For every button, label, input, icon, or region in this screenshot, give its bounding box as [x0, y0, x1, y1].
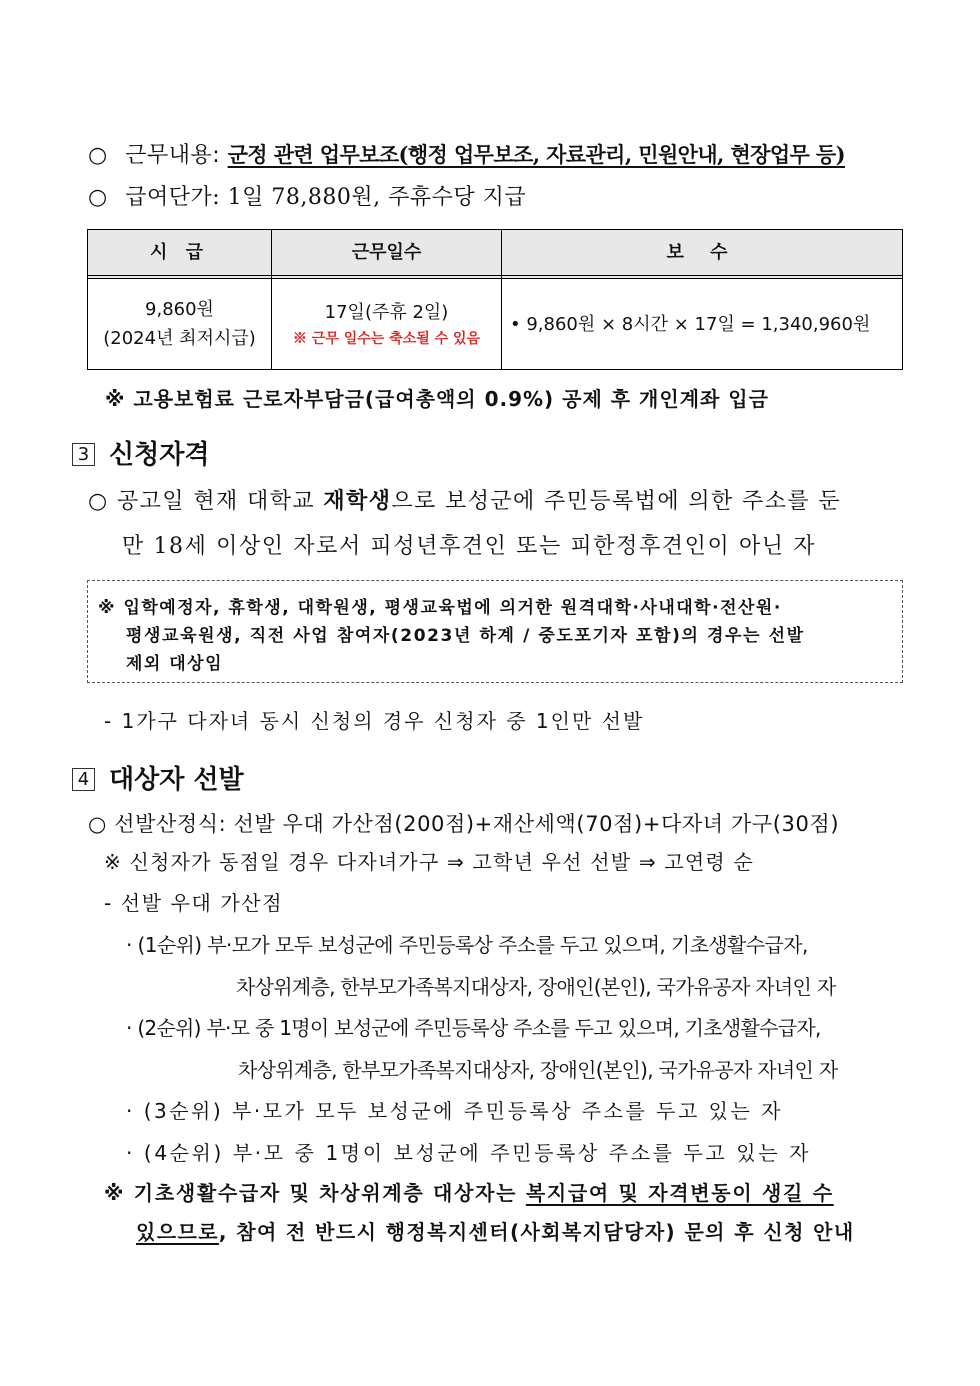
- section-3-heading: [72, 434, 209, 471]
- section-4-heading: [72, 759, 244, 796]
- cell-days: [272, 279, 501, 369]
- section-number-box: 4: [72, 768, 95, 791]
- insurance-note: ※ 고용보험료 근로자부담금(급여총액의 0.9%) 공제 후 개인계좌 입금: [105, 387, 769, 411]
- welfare-note-line-2: [136, 1216, 855, 1245]
- work-days-note: ※ 근무 일수는 축소될 수 있음: [292, 330, 481, 347]
- pay-rate-label: 급여단가:: [125, 185, 221, 210]
- eligibility-text-rest: 으로 보성군에 주민등록법에 의한 주소를 둔: [391, 489, 842, 514]
- section-4-title: 대상자 선발: [109, 765, 244, 795]
- rank-4: · (4순위) 부·모 중 1명이 보성군에 주민등록상 주소를 두고 있는 자: [126, 1141, 812, 1165]
- eligibility-line-1: [88, 484, 841, 515]
- header-pay: 보 수: [666, 242, 738, 263]
- family-note: - 1가구 다자녀 동시 신청의 경우 신청자 중 1인만 선발: [104, 709, 645, 733]
- work-days: 17일(주휴 2일): [324, 301, 449, 323]
- welfare-note-underlined-2: 있으므로: [136, 1220, 219, 1244]
- cell-hourly: [88, 279, 271, 369]
- work-content-value: 군정 관련 업무보조(행정 업무보조, 자료관리, 민원안내, 현장업무 등): [227, 142, 845, 167]
- bullet: ○: [88, 185, 108, 210]
- welfare-note-text-2: , 참여 전 반드시 행정복지센터(사회복지담당자) 문의 후 신청 안내: [218, 1220, 855, 1244]
- pay-rate-value: 1일 78,880원, 주휴수당 지급: [227, 185, 527, 210]
- exclusion-box: [87, 580, 903, 683]
- eligibility-text: ○ 공고일 현재 대학교: [88, 489, 324, 514]
- section-number-box: 3: [72, 443, 95, 466]
- hourly-rate: 9,860원: [145, 299, 214, 320]
- selection-formula: ○ 선발산정식: 선발 우대 가산점(200점)+재산세액(70점)+다자녀 가구(30점): [88, 812, 840, 836]
- work-content-line: [88, 138, 845, 169]
- pay-table: [87, 229, 903, 370]
- pay-formula: • 9,860원 × 8시간 × 17일 = 1,340,960원: [510, 313, 871, 335]
- header-days: 근무일수: [351, 242, 422, 263]
- header-hourly: 시 급: [149, 242, 210, 263]
- hourly-rate-note: (2024년 최저시급): [103, 328, 256, 349]
- work-content-label: 근무내용:: [125, 143, 221, 168]
- exclusion-line-2: 평생교육원생, 직전 사업 참여자(2023년 하계 / 중도포기자 포함)의 경우는 선발: [126, 626, 805, 646]
- tie-breaker-note: ※ 신청자가 동점일 경우 다자녀가구 ⇒ 고학년 우선 선발 ⇒ 고연령 순: [104, 850, 755, 874]
- pay-rate-line: [88, 180, 526, 211]
- rank-1-line-1: · (1순위) 부·모가 모두 보성군에 주민등록상 주소를 두고 있으며, 기초생활수급자,: [126, 933, 808, 957]
- exclusion-line-1: ※ 입학예정자, 휴학생, 대학원생, 평생교육법에 의거한 원격대학·사내대학·전산원·: [98, 598, 782, 618]
- section-3-title: 신청자격: [109, 440, 210, 470]
- cell-pay: [502, 279, 902, 369]
- welfare-note-text: ※ 기초생활수급자 및 차상위계층 대상자는: [104, 1181, 526, 1205]
- welfare-note-line-1: [104, 1177, 834, 1206]
- preference-title: - 선발 우대 가산점: [104, 891, 284, 915]
- exclusion-line-3: 제외 대상임: [126, 654, 224, 674]
- bullet: ○: [88, 143, 108, 168]
- eligibility-line-2: 만 18세 이상인 자로서 피성년후견인 또는 피한정후견인이 아닌 자: [122, 534, 817, 559]
- rank-1-line-2: 차상위계층, 한부모가족복지대상자, 장애인(본인), 국가유공자 자녀인 자: [236, 975, 836, 999]
- rank-2-line-2: 차상위계층, 한부모가족복지대상자, 장애인(본인), 국가유공자 자녀인 자: [238, 1058, 838, 1082]
- eligibility-enrolled: 재학생: [323, 488, 392, 514]
- rank-3: · (3순위) 부·모가 모두 보성군에 주민등록상 주소를 두고 있는 자: [126, 1099, 783, 1123]
- rank-2-line-1: · (2순위) 부·모 중 1명이 보성군에 주민등록상 주소를 두고 있으며, 기초생활수급자,: [126, 1016, 821, 1040]
- welfare-note-underlined: 복지급여 및 자격변동이 생길 수: [525, 1181, 834, 1205]
